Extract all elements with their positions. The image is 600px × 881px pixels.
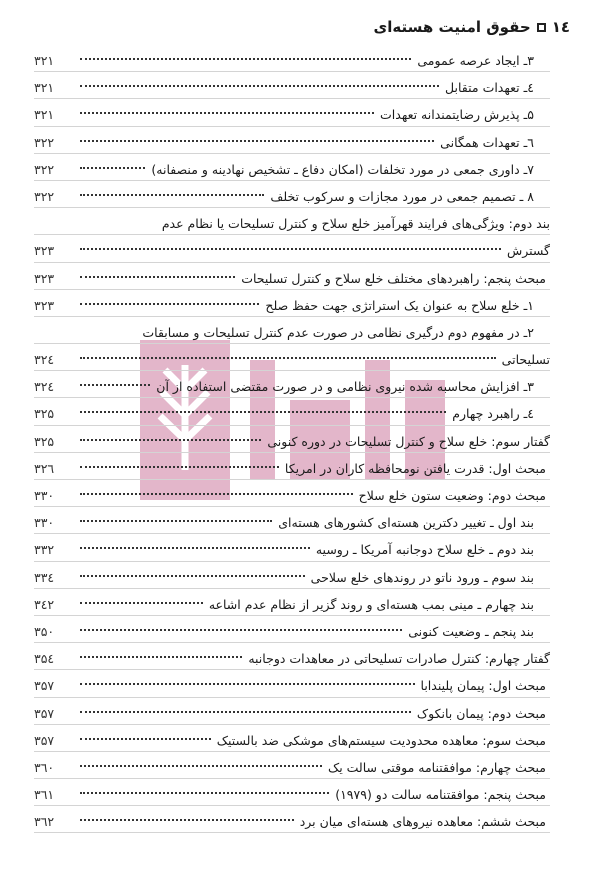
toc-entry[interactable]: [34, 429, 550, 456]
toc-entry-page: ۳٤۲: [34, 596, 55, 612]
toc-entry-page: ۳۲٦: [34, 460, 55, 476]
toc-entry-page: ۳۲۲: [34, 188, 55, 204]
toc-entry-title: ۵ـ پذیرش رضایتمندانه تعهدات: [380, 107, 534, 123]
toc-entry[interactable]: [34, 646, 550, 673]
toc-entry-page: ۳۲۲: [34, 134, 55, 150]
dot-leader: [80, 411, 446, 413]
dot-leader: [80, 656, 242, 658]
toc-entry-page: ۳۲۱: [34, 80, 55, 96]
toc-entry[interactable]: [34, 565, 550, 592]
toc-entry-page: ۳۲۳: [34, 243, 55, 259]
toc-entry-title: ٤ـ راهبرد چهارم: [452, 406, 534, 422]
dot-leader: [80, 85, 439, 87]
toc-entry-title: گفتار سوم: خلع سلاح و کنترل تسلیحات در دوره کنونی: [267, 433, 550, 449]
toc-entry-page: ۳۲۱: [34, 53, 55, 68]
toc-entry-title: مبحث سوم: معاهده محدودیت سیستم‌های موشکی ضد بالستیک: [216, 732, 546, 748]
toc-entry-title: بند دوم ـ خلع سلاح دوجانبه آمریکا ـ روسیه: [315, 542, 534, 558]
toc-entry-title: ٤ـ تعهدات متقابل: [445, 80, 534, 96]
toc-entry-page: ۳۲۲: [34, 161, 55, 177]
toc-entry-title: مبحث ششم: معاهده نیروهای هسته‌ای میان برد: [299, 814, 546, 830]
dot-leader: [80, 575, 305, 577]
dot-leader: [80, 520, 272, 522]
dot-leader: [80, 276, 235, 278]
dot-leader: [80, 466, 279, 468]
dot-leader: [80, 819, 294, 821]
toc-entry-title: بند اول ـ تغییر دکترین هسته‌ای کشورهای هسته‌ای: [278, 515, 534, 531]
toc-entry-title: مبحث دوم: پیمان بانکوک: [416, 705, 546, 721]
toc-entry[interactable]: [34, 157, 550, 184]
dot-leader: [80, 547, 310, 549]
dot-leader: [80, 439, 261, 441]
dot-leader: [80, 194, 264, 196]
toc-entry-page: ۳۲۳: [34, 270, 55, 286]
toc-entry-page: ۳۲٤: [34, 379, 55, 395]
toc-entry[interactable]: [34, 374, 550, 401]
page-number: ١٤: [551, 18, 570, 36]
toc-entry-title: مبحث پنجم: راهبردهای مختلف خلع سلاح و کنترل تسلیحات: [241, 270, 546, 286]
toc-entry-title: ٦ـ تعهدات همگانی: [440, 134, 534, 150]
toc-entry[interactable]: [34, 238, 550, 265]
toc-entry-title: بند چهارم ـ مینی بمب هسته‌ای و روند گزیر از نظام عدم اشاعه: [208, 596, 534, 612]
toc-entry-title: ۳ـ افزایش محاسبه شده نیروی نظامی و در صورت مقتضی استفاده از آن: [156, 379, 534, 395]
dot-leader: [80, 765, 322, 767]
dot-leader: [80, 58, 411, 60]
toc-entry[interactable]: [34, 347, 550, 374]
toc-entry-page: ۳۵٤: [34, 651, 55, 667]
square-bullet-icon: [537, 23, 546, 32]
dot-leader: [80, 384, 150, 386]
toc-entry[interactable]: [34, 510, 550, 537]
toc-entry-title: گسترش: [506, 243, 550, 259]
dot-leader: [80, 357, 496, 359]
toc-entry-title: مبحث چهارم: موافقتنامه موقتی سالت یک: [328, 759, 546, 775]
dot-leader: [80, 248, 501, 250]
toc-entry[interactable]: [34, 320, 550, 347]
toc-entry[interactable]: [34, 102, 550, 129]
dot-leader: [80, 167, 145, 169]
toc-entry-title: بند سوم ـ ورود ناتو در روندهای خلع سلاحی: [310, 569, 534, 585]
toc-entry-page: ۳۳۰: [34, 515, 55, 531]
toc-entry-page: ۳۳۲: [34, 542, 55, 558]
toc-entry[interactable]: [34, 809, 550, 836]
toc-entry-page: ۳۵۰: [34, 623, 55, 639]
toc-entry[interactable]: [34, 48, 550, 75]
toc-entry[interactable]: [34, 673, 550, 700]
toc-entry-page: ۳٦۲: [34, 814, 55, 830]
toc-entry-title: گفتار چهارم: کنترل صادرات تسلیحاتی در معاهدات دوجانبه: [248, 651, 550, 667]
toc-entry-title: مبحث دوم: وضعیت ستون خلع سلاح: [358, 488, 546, 503]
toc-entry-page: ۳۲۱: [34, 107, 55, 123]
toc-entry-page: ۳۵۷: [34, 678, 55, 694]
toc-entry-page: ۳۵۷: [34, 732, 55, 748]
dot-leader: [80, 602, 203, 604]
toc-entry-page: ۳۳٤: [34, 569, 55, 585]
toc-entry[interactable]: [34, 130, 550, 157]
toc-entry-title: بند پنجم ـ وضعیت کنونی: [408, 623, 534, 639]
toc-entry-title: بند دوم: ویژگی‌های فرایند قهرآمیز خلع سلاح و کنترل تسلیحات یا نظام عدم: [161, 216, 550, 232]
table-of-contents: [34, 48, 550, 836]
book-title: حقوق امنیت هسته‌ای: [373, 18, 531, 36]
toc-entry-title: مبحث اول: پیمان پلیندابا: [420, 678, 546, 694]
toc-entry[interactable]: [34, 456, 550, 483]
toc-entry-page: ۳۲۳: [34, 297, 55, 313]
dot-leader: [80, 112, 374, 114]
toc-entry[interactable]: [34, 293, 550, 320]
toc-entry[interactable]: [34, 701, 550, 728]
toc-entry[interactable]: [34, 782, 550, 809]
toc-entry-title: ۸ ـ تصمیم جمعی در مورد مجازات و سرکوب تخلف: [270, 188, 534, 204]
dot-leader: [80, 738, 211, 740]
running-header: [30, 14, 570, 40]
dot-leader: [80, 140, 434, 142]
toc-entry-page: ۳٦۱: [34, 787, 55, 803]
toc-entry-title: مبحث پنجم: موافقتنامه سالت دو (۱۹۷۹): [335, 787, 546, 803]
dot-leader: [80, 303, 259, 305]
toc-entry-page: ۳۳۰: [34, 488, 55, 503]
toc-entry[interactable]: [34, 619, 550, 646]
dot-leader: [80, 683, 415, 685]
toc-entry-title: ۳ـ ایجاد عرصه عمومی: [417, 53, 534, 68]
toc-entry-page: ۳۲۵: [34, 406, 55, 422]
toc-entry[interactable]: [34, 755, 550, 782]
toc-entry[interactable]: [34, 537, 550, 564]
toc-entry-title: ۷ـ داوری جمعی در مورد تخلفات (امکان دفاع ـ تشخیص نهادینه و منصفانه): [151, 161, 534, 177]
toc-entry-title: ۱ـ خلع سلاح به عنوان یک استراتژی جهت حفظ صلح: [265, 297, 534, 313]
dot-leader: [80, 711, 411, 713]
toc-entry[interactable]: [34, 401, 550, 428]
dot-leader: [80, 493, 353, 495]
toc-entry[interactable]: [34, 728, 550, 755]
toc-entry[interactable]: [34, 211, 550, 238]
toc-entry-title: مبحث اول: قدرت یافتن نومحافظه کاران در امریکا: [284, 460, 546, 476]
toc-entry[interactable]: [34, 184, 550, 211]
toc-entry-title: ۲ـ در مفهوم دوم درگیری نظامی در صورت عدم کنترل تسلیحات و مسابقات: [142, 324, 534, 340]
toc-entry-page: ۳۲۵: [34, 433, 55, 449]
toc-entry-page: ۳۲٤: [34, 352, 55, 368]
toc-entry[interactable]: [34, 266, 550, 293]
dot-leader: [80, 629, 402, 631]
toc-entry[interactable]: [34, 592, 550, 619]
toc-entry-page: ۳۵۷: [34, 705, 55, 721]
toc-entry-title: تسلیحاتی: [501, 352, 550, 368]
toc-entry[interactable]: [34, 483, 550, 510]
toc-entry[interactable]: [34, 75, 550, 102]
dot-leader: [80, 792, 329, 794]
toc-entry-page: ۳٦۰: [34, 759, 55, 775]
